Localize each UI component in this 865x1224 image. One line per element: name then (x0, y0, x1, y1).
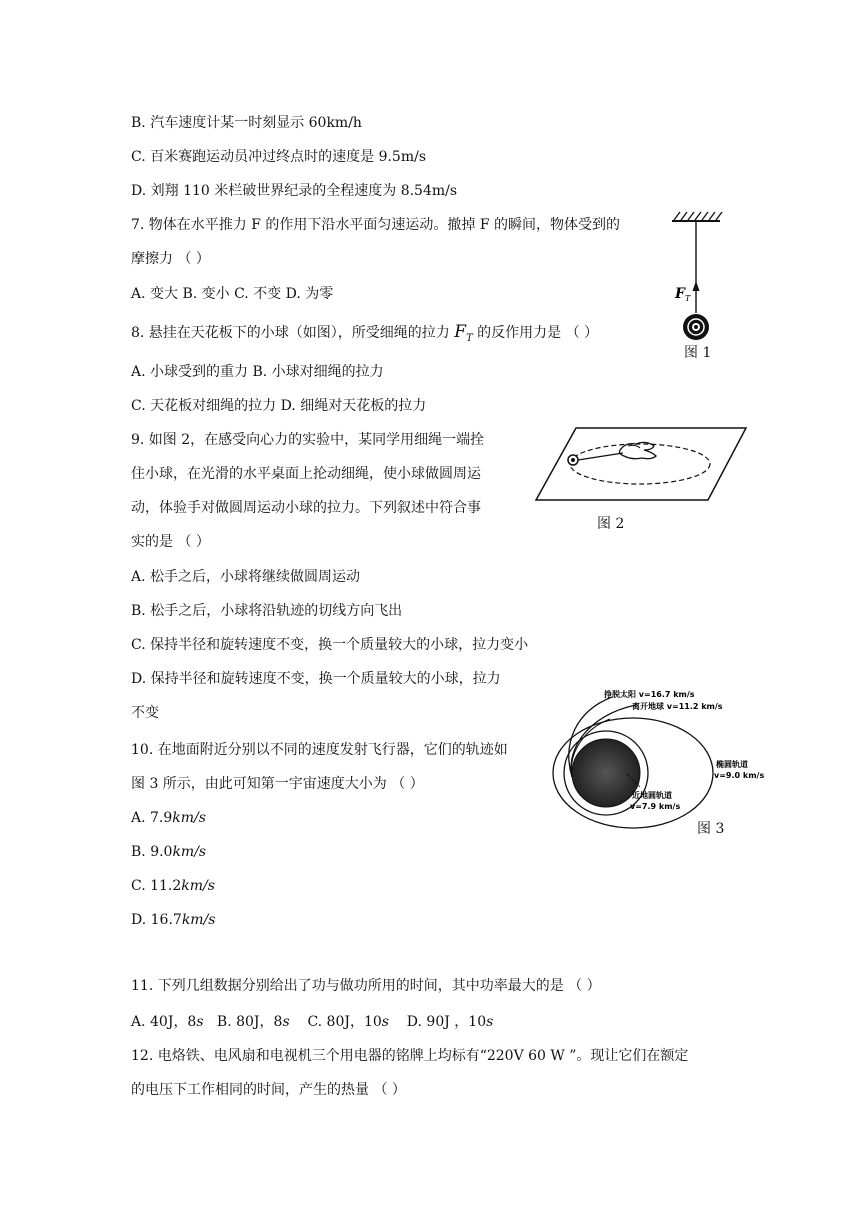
fig3-label-ellipse-speed: v=9.0 km/s (714, 771, 765, 780)
figure-3-orbits (548, 683, 768, 833)
q9-stem-line2: 住小球，在光滑的水平桌面上抡动细绳，使小球做圆周运 (131, 466, 481, 482)
figure-1-hanging-ball (660, 205, 740, 355)
q8-force-subscript: T (466, 332, 473, 344)
q10-option-b-value: B. 9.0 (131, 844, 173, 860)
figure-2-circular-motion (528, 420, 748, 510)
q9-option-d-line2: 不变 (131, 705, 159, 721)
q11-option-d: D. 90J ，10 (406, 1014, 487, 1030)
q8-stem-pre: 8. 悬挂在天花板下的小球（如图），所受细绳的拉力 (131, 325, 455, 341)
q11-option-c-unit: s (381, 1014, 389, 1030)
fig1-force-subscript: T (685, 294, 691, 303)
q10-option-a (131, 808, 206, 828)
figure-2-caption: 图 2 (597, 516, 625, 532)
q10-option-d-unit: km/s (181, 912, 216, 928)
q9-stem-line4: 实的是 （ ） (131, 534, 210, 550)
q11-option-d-unit: s (486, 1014, 494, 1030)
q8-stem-post: 的反作用力是 （ ） (472, 325, 599, 341)
q9-option-d-line1: D. 保持半径和旋转速度不变，换一个质量较大的小球，拉力 (131, 671, 501, 687)
q11-options (131, 1012, 493, 1032)
q11-option-a: A. 40J，8 (131, 1014, 197, 1030)
q6-option-c: C. 百米赛跑运动员冲过终点时的速度是 9.5m/s (131, 149, 427, 165)
fig3-label-near-orbit: 近地圆轨道 (632, 791, 672, 800)
fig3-label-escape-sun: 挣脱太阳 v=16.7 km/s (604, 690, 695, 699)
q6-option-b: B. 汽车速度计某一时刻显示 60km/h (131, 115, 362, 131)
q10-option-c-unit: km/s (181, 878, 215, 894)
fig1-force-label: F (675, 286, 685, 302)
q9-option-b: B. 松手之后，小球将沿轨迹的切线方向飞出 (131, 603, 403, 619)
figure-1-caption: 图 1 (684, 345, 712, 361)
q8-option-c: C. 天花板对细绳的拉力 D. 细绳对天花板的拉力 (131, 398, 427, 414)
q9-option-a: A. 松手之后，小球将继续做圆周运动 (131, 569, 361, 585)
q11-option-b: B. 80J，8 (216, 1014, 283, 1030)
q9-stem-line3: 动，体验手对做圆周运动小球的拉力。下列叙述中符合事 (131, 500, 481, 516)
figure-3-caption: 图 3 (697, 821, 725, 837)
q10-option-c (131, 876, 215, 896)
fig3-label-ellipse: 椭圆轨道 (716, 760, 748, 769)
q7-options: A. 变大 B. 变小 C. 不变 D. 为零 (131, 286, 334, 302)
q10-option-b (131, 842, 206, 862)
q11-option-b-unit: s (282, 1014, 290, 1030)
q10-option-a-value: A. 7.9 (131, 810, 173, 826)
q7-stem-line2: 摩擦力 （ ） (131, 251, 210, 267)
q8-stem (131, 322, 598, 349)
fig3-label-escape-earth: 离开地球 v=11.2 km/s (632, 702, 723, 711)
q10-stem-line1: 10. 在地面附近分别以不同的速度发射飞行器，它们的轨迹如 (131, 742, 508, 758)
q10-option-d (131, 910, 215, 930)
q10-option-b-unit: km/s (172, 844, 207, 860)
q11-option-c: C. 80J，10 (307, 1014, 382, 1030)
q7-stem-line1: 7. 物体在水平推力 F 的作用下沿水平面匀速运动。撤掉 F 的瞬间，物体受到的 (131, 217, 621, 233)
q6-option-d: D. 刘翔 110 米栏破世界纪录的全程速度为 8.54m/s (131, 183, 458, 199)
fig3-label-near-speed: v=7.9 km/s (630, 802, 681, 811)
q10-option-c-value: C. 11.2 (131, 878, 182, 894)
q8-force-symbol: F (454, 322, 467, 342)
q8-option-a: A. 小球受到的重力 B. 小球对细绳的拉力 (131, 364, 384, 380)
q10-stem-line2: 图 3 所示，由此可知第一宇宙速度大小为 （ ） (131, 776, 424, 792)
q11-stem: 11. 下列几组数据分别给出了功与做功所用的时间，其中功率最大的是 （ ） (131, 978, 601, 994)
q11-option-a-unit: s (196, 1014, 204, 1030)
q12-stem-line2: 的电压下工作相同的时间，产生的热量 （ ） (131, 1082, 406, 1098)
q9-option-c: C. 保持半径和旋转速度不变，换一个质量较大的小球，拉力变小 (131, 637, 529, 653)
q12-stem-line1: 12. 电烙铁、电风扇和电视机三个用电器的铭牌上均标有“220V 60 W ”。现让它们在额定 (131, 1048, 689, 1064)
q10-option-a-unit: km/s (172, 810, 206, 826)
q10-option-d-value: D. 16.7 (131, 912, 182, 928)
q9-stem-line1: 9. 如图 2，在感受向心力的实验中，某同学用细绳一端拴 (131, 432, 485, 448)
